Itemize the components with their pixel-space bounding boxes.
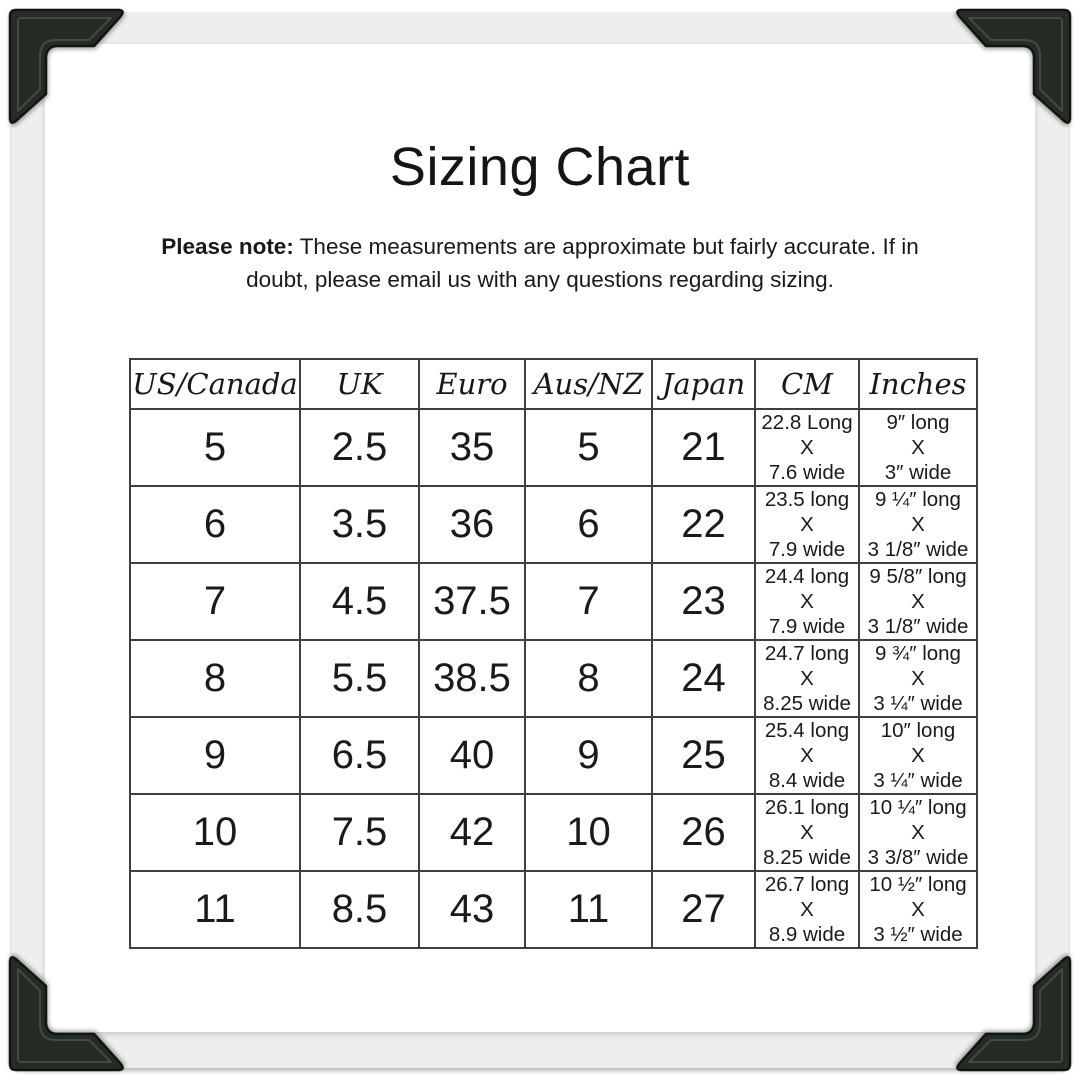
dimension-line: 7.9 wide (768, 615, 846, 638)
dimension-line: 24.4 long (764, 565, 850, 588)
size-value-cell: 11 (525, 871, 652, 948)
dimension-line: X (911, 667, 925, 690)
size-value-cell: 7 (525, 563, 652, 640)
size-value-cell: 24 (652, 640, 755, 717)
photo-corner-top-left (6, 6, 128, 128)
dimension-line: 3 ¼″ wide (873, 692, 963, 715)
size-value-cell: 5 (525, 409, 652, 486)
inches-dimensions-cell (859, 871, 977, 948)
size-value-cell: 35 (419, 409, 525, 486)
size-value-cell: 8.5 (300, 871, 419, 948)
size-value-cell: 7.5 (300, 794, 419, 871)
photo-corner-bottom-right (952, 952, 1074, 1074)
column-header-cm: CM (755, 359, 859, 409)
dimension-line: X (800, 744, 814, 767)
size-value-cell: 6 (130, 486, 300, 563)
inches-dimensions-cell (859, 717, 977, 794)
dimension-line: X (911, 436, 925, 459)
cm-dimensions-cell (755, 717, 859, 794)
size-table-body (130, 409, 977, 948)
dimension-line: 9″ long (886, 411, 950, 434)
inches-dimensions-cell (859, 409, 977, 486)
dimension-line: 3″ wide (884, 461, 952, 484)
dimension-line: 22.8 Long (761, 411, 853, 434)
size-value-cell: 42 (419, 794, 525, 871)
photo-corner-top-right (952, 6, 1074, 128)
note-label: Please note: (161, 234, 294, 259)
size-value-cell: 4.5 (300, 563, 419, 640)
cm-dimensions-cell (755, 409, 859, 486)
size-value-cell: 6 (525, 486, 652, 563)
size-value-cell: 10 (525, 794, 652, 871)
photo-corner-bottom-left (6, 952, 128, 1074)
column-header-us-canada: US/Canada (130, 359, 300, 409)
table-row (130, 563, 977, 640)
dimension-line: 24.7 long (764, 642, 850, 665)
size-value-cell: 40 (419, 717, 525, 794)
dimension-line: X (800, 667, 814, 690)
sizing-table (129, 358, 978, 949)
dimension-line: 8.4 wide (768, 769, 846, 792)
size-value-cell: 9 (525, 717, 652, 794)
inches-dimensions-cell (859, 563, 977, 640)
column-header-euro: Euro (419, 359, 525, 409)
size-value-cell: 5.5 (300, 640, 419, 717)
size-value-cell: 23 (652, 563, 755, 640)
table-row (130, 871, 977, 948)
dimension-line: 8.25 wide (763, 846, 851, 869)
dimension-line: 9 5/8″ long (869, 565, 967, 588)
size-value-cell: 11 (130, 871, 300, 948)
size-value-cell: 25 (652, 717, 755, 794)
size-value-cell: 37.5 (419, 563, 525, 640)
dimension-line: 26.7 long (764, 873, 850, 896)
cm-dimensions-cell (755, 486, 859, 563)
size-value-cell: 26 (652, 794, 755, 871)
dimension-line: X (911, 590, 925, 613)
size-value-cell: 8 (130, 640, 300, 717)
dimension-line: 26.1 long (764, 796, 850, 819)
dimension-line: 23.5 long (764, 488, 850, 511)
dimension-line: X (800, 590, 814, 613)
photo-card (45, 44, 1035, 1032)
size-value-cell: 27 (652, 871, 755, 948)
dimension-line: X (911, 898, 925, 921)
note-line-2: doubt, please email us with any questions regarding sizing. (246, 267, 834, 292)
table-row (130, 794, 977, 871)
table-row (130, 640, 977, 717)
dimension-line: 3 3/8″ wide (867, 846, 969, 869)
size-value-cell: 36 (419, 486, 525, 563)
note-line-1: These measurements are approximate but fairly accurate. If in (299, 234, 919, 259)
dimension-line: X (911, 744, 925, 767)
dimension-line: 3 ¼″ wide (873, 769, 963, 792)
size-value-cell: 38.5 (419, 640, 525, 717)
table-header-row (130, 359, 977, 409)
dimension-line: 3 ½″ wide (873, 923, 963, 946)
dimension-line: X (800, 436, 814, 459)
dimension-line: 10 ¼″ long (869, 796, 967, 819)
size-value-cell: 5 (130, 409, 300, 486)
cm-dimensions-cell (755, 563, 859, 640)
size-value-cell: 9 (130, 717, 300, 794)
dimension-line: 8.9 wide (768, 923, 846, 946)
table-row (130, 717, 977, 794)
size-value-cell: 7 (130, 563, 300, 640)
size-value-cell: 8 (525, 640, 652, 717)
dimension-line: X (911, 513, 925, 536)
dimension-line: 3 1/8″ wide (867, 538, 969, 561)
size-value-cell: 10 (130, 794, 300, 871)
size-value-cell: 21 (652, 409, 755, 486)
table-row (130, 486, 977, 563)
dimension-line: 7.6 wide (768, 461, 846, 484)
dimension-line: X (800, 898, 814, 921)
dimension-line: X (911, 821, 925, 844)
inches-dimensions-cell (859, 794, 977, 871)
dimension-line: 3 1/8″ wide (867, 615, 969, 638)
dimension-line: 25.4 long (764, 719, 850, 742)
dimension-line: X (800, 513, 814, 536)
inches-dimensions-cell (859, 486, 977, 563)
column-header-inches: Inches (859, 359, 977, 409)
dimension-line: 9 ¼″ long (875, 488, 961, 511)
size-value-cell: 6.5 (300, 717, 419, 794)
table-row (130, 409, 977, 486)
column-header-japan: Japan (652, 359, 755, 409)
size-value-cell: 2.5 (300, 409, 419, 486)
cm-dimensions-cell (755, 794, 859, 871)
dimension-line: 8.25 wide (763, 692, 851, 715)
cm-dimensions-cell (755, 871, 859, 948)
size-value-cell: 22 (652, 486, 755, 563)
cm-dimensions-cell (755, 640, 859, 717)
dimension-line: X (800, 821, 814, 844)
column-header-aus-nz: Aus/NZ (525, 359, 652, 409)
dimension-line: 10″ long (880, 719, 956, 742)
note-text (45, 230, 1035, 296)
size-value-cell: 43 (419, 871, 525, 948)
dimension-line: 9 ¾″ long (875, 642, 961, 665)
column-header-uk: UK (300, 359, 419, 409)
dimension-line: 7.9 wide (768, 538, 846, 561)
size-value-cell: 3.5 (300, 486, 419, 563)
page-title: Sizing Chart (389, 137, 691, 197)
inches-dimensions-cell (859, 640, 977, 717)
dimension-line: 10 ½″ long (869, 873, 967, 896)
